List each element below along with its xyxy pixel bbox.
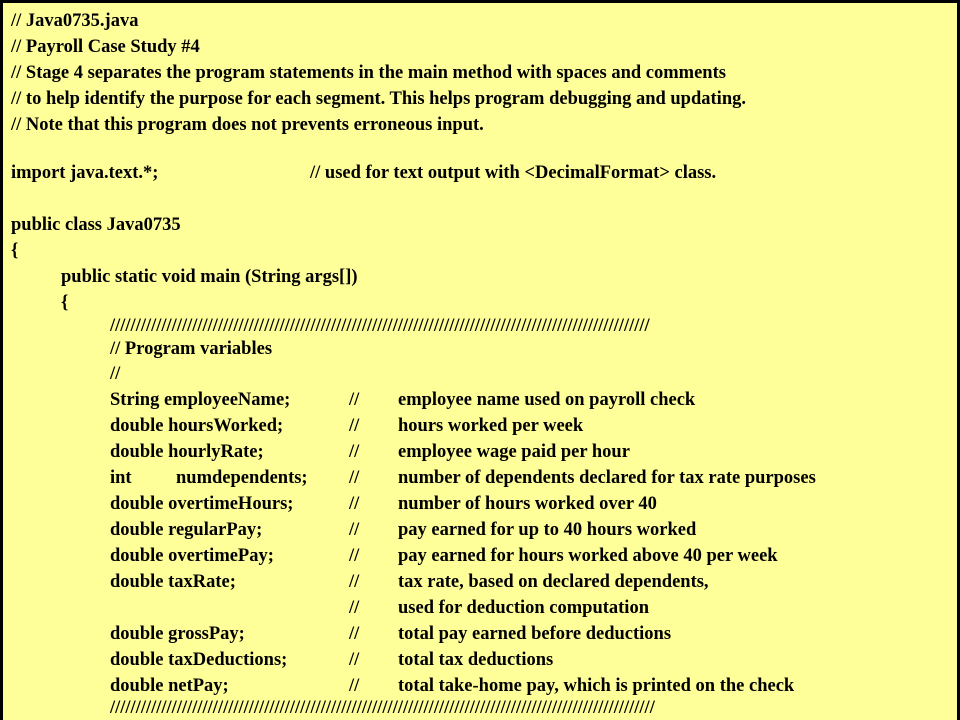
variable-row <box>110 517 950 543</box>
variable-row <box>110 491 950 517</box>
variable-row <box>110 387 950 413</box>
variable-declaration: double overtimePay; <box>110 546 274 566</box>
variable-description: hours worked per week <box>398 416 584 436</box>
comment-slash: // <box>349 520 360 540</box>
variable-declaration: double netPay; <box>110 676 229 696</box>
comment-slash: // <box>349 572 360 592</box>
comment-slash: // <box>349 676 360 696</box>
variable-description: number of dependents declared for tax rate purposes <box>398 468 816 488</box>
import-statement: import java.text.*; <box>11 163 159 183</box>
comment-slash: // <box>349 650 360 670</box>
variable-declaration: double hourlyRate; <box>110 442 264 462</box>
header-comment-line: // Payroll Case Study #4 <box>11 37 200 57</box>
method-declaration: public static void main (String args[]) <box>61 267 358 287</box>
comment-slash: // <box>349 390 360 410</box>
variable-description: employee wage paid per hour <box>398 442 630 462</box>
variable-description: pay earned for up to 40 hours worked <box>398 520 697 540</box>
header-comment-line: // to help identify the purpose for each segment. This helps program debugging and updating. <box>11 89 746 109</box>
separator-top: ///////////////////////////////////////////////////////////////////////////////////////////////////////// <box>110 316 650 336</box>
comment-slash: // <box>349 416 360 436</box>
variable-description: used for deduction computation <box>398 598 649 618</box>
variable-description: employee name used on payroll check <box>398 390 696 410</box>
header-comment-line: // Note that this program does not prevents erroneous input. <box>11 115 484 135</box>
variable-description: number of hours worked over 40 <box>398 494 657 514</box>
variable-row <box>110 465 950 491</box>
variable-description: total take-home pay, which is printed on the check <box>398 676 795 696</box>
comment-slash: // <box>349 442 360 462</box>
variable-description: total pay earned before deductions <box>398 624 672 644</box>
import-line <box>11 160 911 186</box>
variable-description: tax rate, based on declared dependents, <box>398 572 709 592</box>
variable-declaration: double taxDeductions; <box>110 650 288 670</box>
variable-row <box>110 439 950 465</box>
variable-row <box>110 621 950 647</box>
variable-name: numdependents; <box>176 468 308 488</box>
header-comment-line: // Stage 4 separates the program statements in the main method with spaces and comments <box>11 63 726 83</box>
separator-bottom: ////////////////////////////////////////////////////////////////////////////////////////////////////////// <box>110 698 655 718</box>
comment-slash: // <box>349 494 360 514</box>
variable-declaration: double hoursWorked; <box>110 416 284 436</box>
import-comment: // used for text output with <DecimalFormat> class. <box>310 163 717 183</box>
class-open-brace: { <box>11 241 19 261</box>
variable-description: total tax deductions <box>398 650 554 670</box>
section-title: // Program variables <box>110 339 273 359</box>
variable-row <box>110 595 950 621</box>
variable-declaration: double regularPay; <box>110 520 263 540</box>
comment-slash: // <box>349 598 360 618</box>
variable-row <box>110 413 950 439</box>
comment-slash: // <box>349 546 360 566</box>
method-open-brace: { <box>61 293 69 313</box>
variable-row <box>110 647 950 673</box>
variable-declaration: double grossPay; <box>110 624 245 644</box>
section-blank-comment: // <box>110 364 121 384</box>
variable-declaration: double taxRate; <box>110 572 236 592</box>
class-declaration: public class Java0735 <box>11 215 181 235</box>
variable-declaration: double overtimeHours; <box>110 494 294 514</box>
variable-row <box>110 543 950 569</box>
comment-slash: // <box>349 468 360 488</box>
comment-slash: // <box>349 624 360 644</box>
variable-description: pay earned for hours worked above 40 per week <box>398 546 778 566</box>
variable-row <box>110 569 950 595</box>
variable-type: int <box>110 468 132 488</box>
header-comment-line: // Java0735.java <box>11 11 139 31</box>
variable-declaration: String employeeName; <box>110 390 291 410</box>
